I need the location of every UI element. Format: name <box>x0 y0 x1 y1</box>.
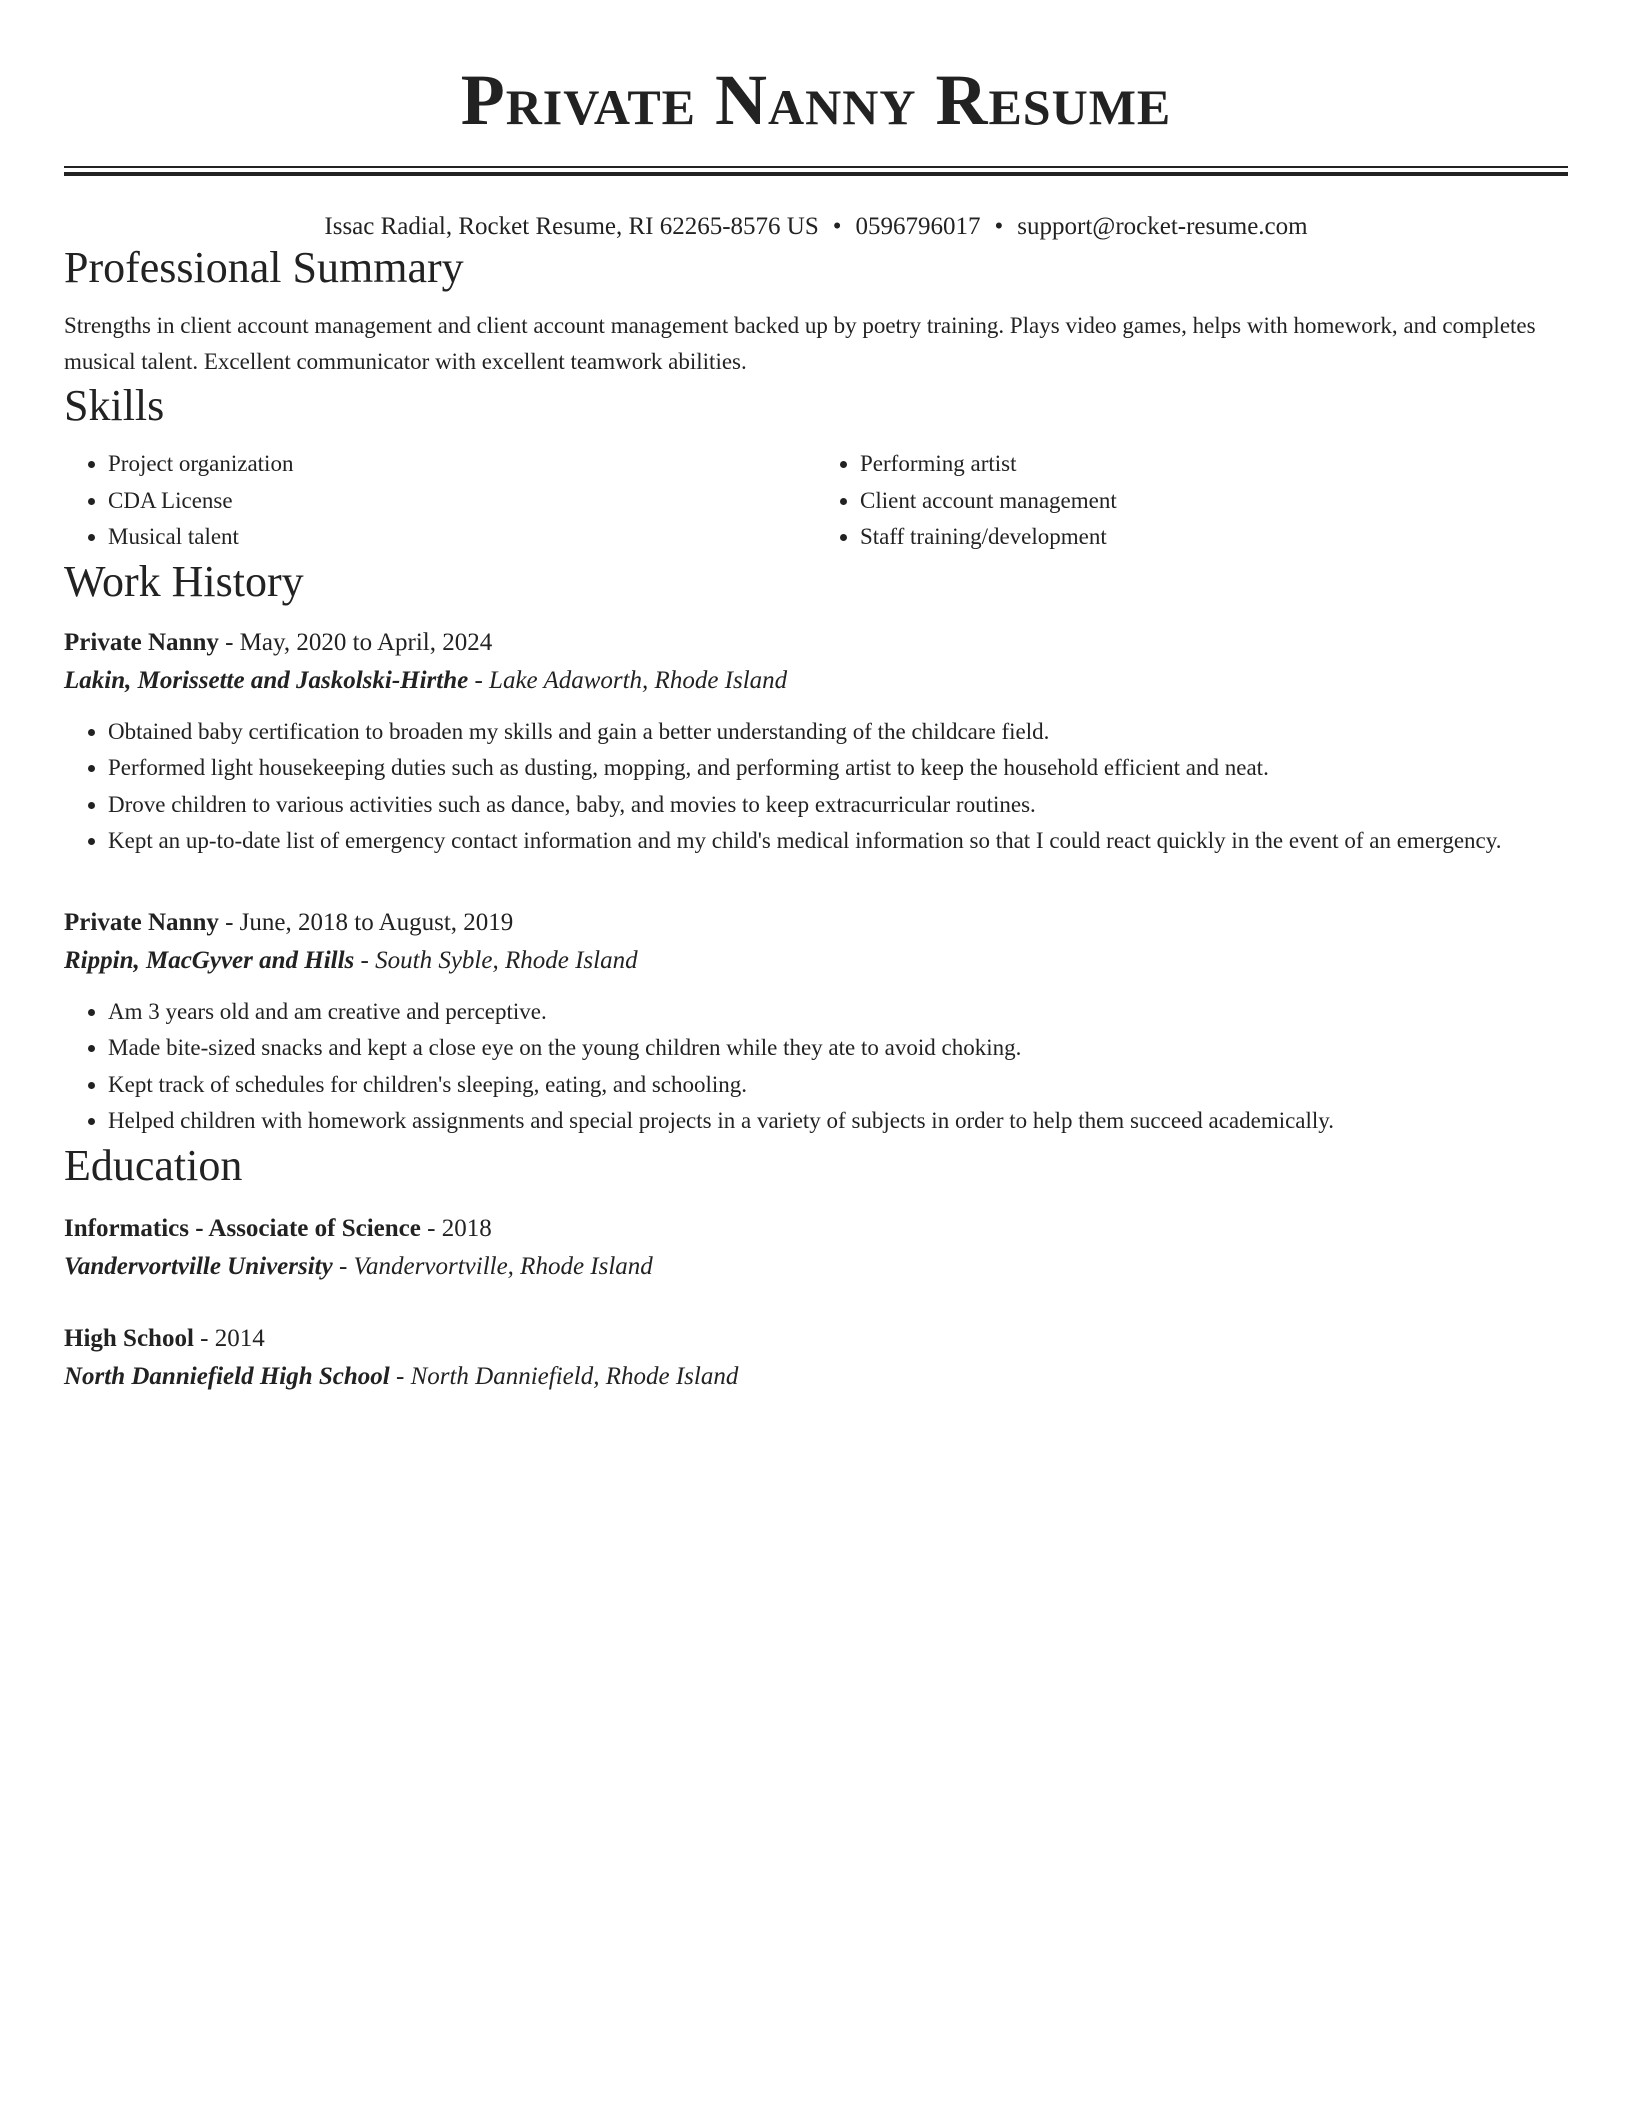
job-bullets <box>64 994 1568 1140</box>
skills-list <box>64 446 1568 556</box>
job-entry <box>64 904 1568 1140</box>
education-year: - 2018 <box>420 1214 492 1242</box>
education-location: - North Danniefield, Rhode Island <box>389 1362 739 1390</box>
page-title: Private Nanny Resume <box>460 60 1172 140</box>
education-school: Vandervortville University <box>64 1252 333 1280</box>
job-dates: - June, 2018 to August, 2019 <box>218 908 514 936</box>
skill-item: • Staff training/development <box>860 519 1568 556</box>
skills-column-left <box>64 446 816 556</box>
job-bullets <box>64 714 1568 860</box>
education-school: North Danniefield High School <box>64 1362 390 1390</box>
education-heading: Education <box>64 1140 243 1190</box>
job-bullet: • Obtained baby certification to broaden my skills and gain a better understanding of the childcare field. <box>108 714 1568 751</box>
skill-item: • Client account management <box>860 483 1568 520</box>
job-company-line <box>64 662 1568 700</box>
job-bullet: • Helped children with homework assignments and special projects in a variety of subjects in order to help them succeed academically. <box>108 1103 1568 1140</box>
job-company: Lakin, Morissette and Jaskolski-Hirthe <box>64 666 469 694</box>
job-bullet: • Kept an up-to-date list of emergency contact information and my child's medical information so that I could react quickly in the event of an emergency. <box>108 823 1568 860</box>
job-company-line <box>64 942 1568 980</box>
job-entry <box>64 624 1568 860</box>
job-location: - Lake Adaworth, Rhode Island <box>468 666 788 694</box>
education-degree: High School <box>64 1324 194 1352</box>
education-school-line <box>64 1358 1568 1396</box>
job-dates: - May, 2020 to April, 2024 <box>218 628 493 656</box>
title-divider <box>64 166 1568 176</box>
job-company: Rippin, MacGyver and Hills <box>64 946 355 974</box>
education-school-line <box>64 1248 1568 1286</box>
contact-phone: 0596796017 <box>855 213 981 240</box>
contact-separator: • <box>994 213 1004 240</box>
summary-text: Strengths in client account management and client account management backed up by poetry training. Plays video games, helps with homework, and completes musical talent. Excellent communicator with excellent teamwork abilities. <box>64 313 1536 374</box>
job-title: Private Nanny <box>64 628 219 656</box>
job-bullet: • Kept track of schedules for children's sleeping, eating, and schooling. <box>108 1067 1568 1104</box>
education-location: - Vandervortville, Rhode Island <box>332 1252 653 1280</box>
contact-address: Issac Radial, Rocket Resume, RI 62265-8576 US <box>324 213 819 240</box>
education-degree: Informatics - Associate of Science <box>64 1214 421 1242</box>
skill-item: • Project organization <box>108 446 816 483</box>
work-history-heading: Work History <box>64 556 304 606</box>
skill-item: • Performing artist <box>860 446 1568 483</box>
summary-heading: Professional Summary <box>64 243 464 292</box>
job-bullet: • Made bite-sized snacks and kept a close eye on the young children while they ate to avoid choking. <box>108 1030 1568 1067</box>
education-year: - 2014 <box>193 1324 265 1352</box>
contact-line <box>64 212 1568 242</box>
education-entry <box>64 1320 1568 1396</box>
job-bullet: • Performed light housekeeping duties such as dusting, mopping, and performing artist to keep the household efficient and neat. <box>108 750 1568 787</box>
skill-item: • CDA License <box>108 483 816 520</box>
contact-email: support@rocket-resume.com <box>1017 213 1308 240</box>
skills-heading: Skills <box>64 381 165 430</box>
contact-separator: • <box>832 213 842 240</box>
job-title-line <box>64 904 1568 942</box>
education-entry <box>64 1210 1568 1286</box>
job-title-line <box>64 624 1568 662</box>
education-degree-line <box>64 1210 1568 1248</box>
skills-column-right <box>816 446 1568 556</box>
education-degree-line <box>64 1320 1568 1358</box>
job-bullet: • Drove children to various activities such as dance, baby, and movies to keep extracurricular routines. <box>108 787 1568 824</box>
job-title: Private Nanny <box>64 908 219 936</box>
job-location: - South Syble, Rhode Island <box>354 946 638 974</box>
job-bullet: • Am 3 years old and am creative and perceptive. <box>108 994 1568 1031</box>
skill-item: • Musical talent <box>108 519 816 556</box>
